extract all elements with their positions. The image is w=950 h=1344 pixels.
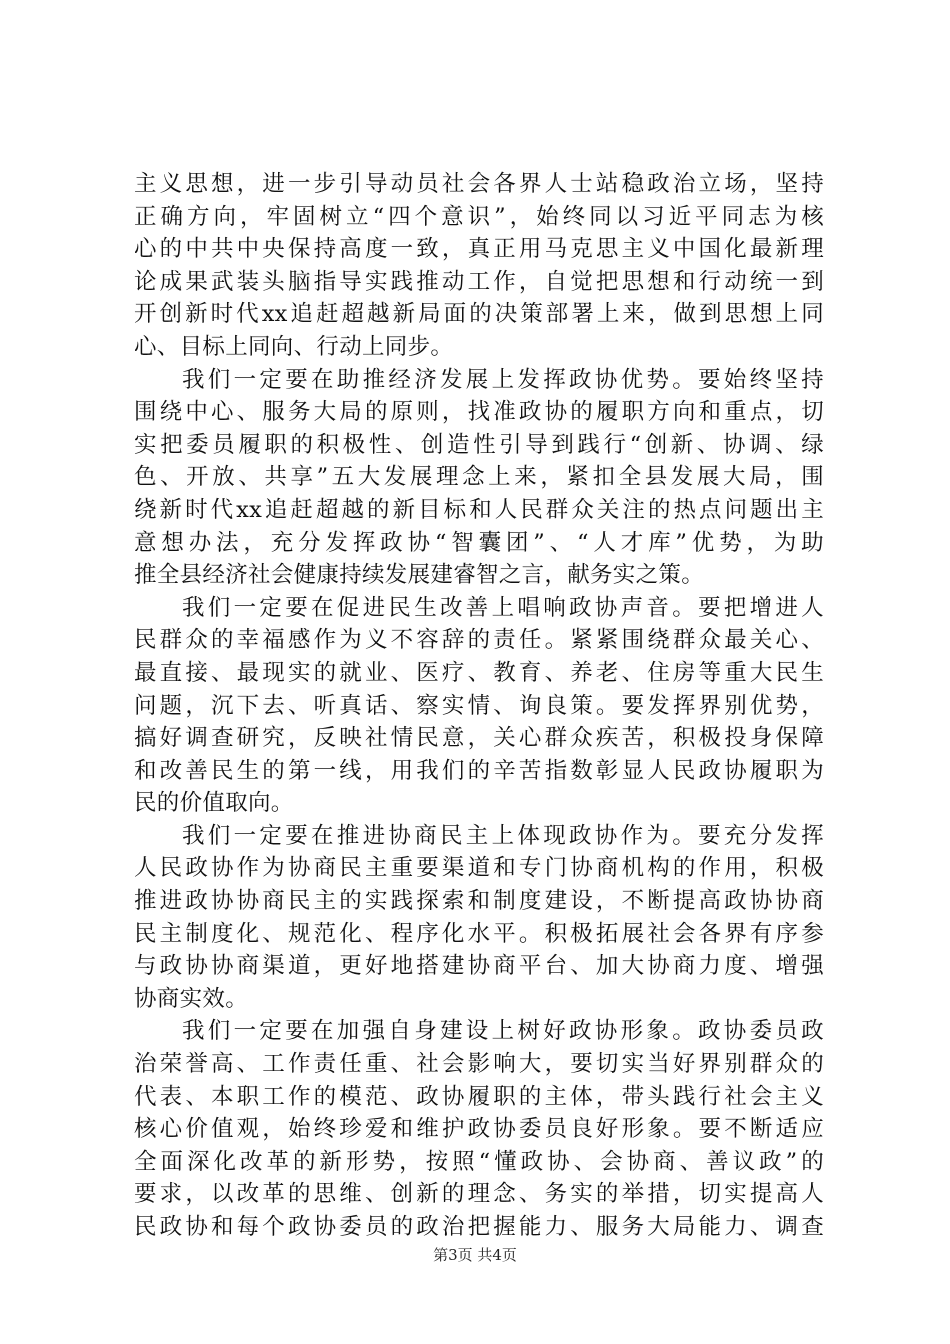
text-line: 核心价值观，始终珍爱和维护政协委员良好形象。要不断适应	[134, 1116, 824, 1143]
text-line: 推全县经济社会健康持续发展建睿智之言，献务实之策。	[134, 562, 705, 589]
paragraph-first-line: 我们一定要在促进民生改善上唱响政协声音。要把增进人	[182, 594, 824, 621]
text-line: 民群众的幸福感作为义不容辞的责任。紧紧围绕群众最关心、	[134, 627, 824, 654]
text-line: 搞好调查研究，反映社情民意，关心群众疾苦，积极投身保障	[134, 725, 824, 752]
text-line: 推进政协协商民主的实践探索和制度建设，不断提高政协协商	[134, 888, 824, 915]
paragraph-first-line: 我们一定要在加强自身建设上树好政协形象。政协委员政	[182, 1018, 824, 1045]
text-line: 心、目标上同向、行动上同步。	[134, 333, 454, 360]
text-line: 民主制度化、规范化、程序化水平。积极拓展社会各界有序参	[134, 920, 824, 947]
text-line: 围绕中心、服务大局的原则，找准政协的履职方向和重点，切	[134, 399, 824, 426]
text-line: 协商实效。	[134, 985, 249, 1012]
text-line: 实把委员履职的积极性、创造性引导到践行“创新、协调、绿	[134, 431, 824, 458]
text-line: 人民政协作为协商民主重要渠道和专门协商机构的作用，积极	[134, 855, 824, 882]
text-line: 意想办法，充分发挥政协“智囊团”、“人才库”优势，为助	[134, 529, 824, 556]
text-line: 治荣誉高、工作责任重、社会影响大，要切实当好界别群众的	[134, 1051, 824, 1078]
text-line: 和改善民生的第一线，用我们的辛苦指数彰显人民政协履职为	[134, 757, 824, 784]
text-line: 问题，沉下去、听真话、察实情、询良策。要发挥界别优势，	[134, 692, 824, 719]
text-line: 绕新时代xx追赶超越的新目标和人民群众关注的热点问题出主	[134, 496, 824, 523]
text-line: 色、开放、共享”五大发展理念上来，紧扣全县发展大局，围	[134, 464, 824, 491]
text-line: 民政协和每个政协委员的政治把握能力、服务大局能力、调查	[134, 1214, 824, 1240]
text-line: 全面深化改革的新形势，按照“懂政协、会协商、善议政”的	[134, 1148, 824, 1175]
text-line: 民的价值取向。	[134, 790, 294, 817]
text-line: 心的中共中央保持高度一致，真正用马克思主义中国化最新理	[134, 236, 824, 263]
paragraph-first-line: 我们一定要在助推经济发展上发挥政协优势。要始终坚持	[182, 366, 824, 393]
text-line: 开创新时代xx追赶超越新局面的决策部署上来，做到思想上同	[134, 301, 824, 328]
document-body	[134, 168, 824, 1244]
text-line: 与政协协商渠道，更好地搭建协商平台、加大协商力度、增强	[134, 953, 824, 980]
text-line: 代表、本职工作的模范、政协履职的主体，带头践行社会主义	[134, 1083, 824, 1110]
text-line: 正确方向，牢固树立“四个意识”，始终同以习近平同志为核	[134, 203, 824, 230]
page-number-footer: 第3页 共4页	[433, 1246, 517, 1264]
text-line: 主义思想，进一步引导动员社会各界人士站稳政治立场，坚持	[134, 171, 824, 197]
text-line: 论成果武装头脑指导实践推动工作，自觉把思想和行动统一到	[134, 268, 824, 295]
text-line: 要求，以改革的思维、创新的理念、务实的举措，切实提高人	[134, 1181, 824, 1208]
paragraph-first-line: 我们一定要在推进协商民主上体现政协作为。要充分发挥	[182, 822, 824, 849]
text-line: 最直接、最现实的就业、医疗、教育、养老、住房等重大民生	[134, 659, 824, 686]
